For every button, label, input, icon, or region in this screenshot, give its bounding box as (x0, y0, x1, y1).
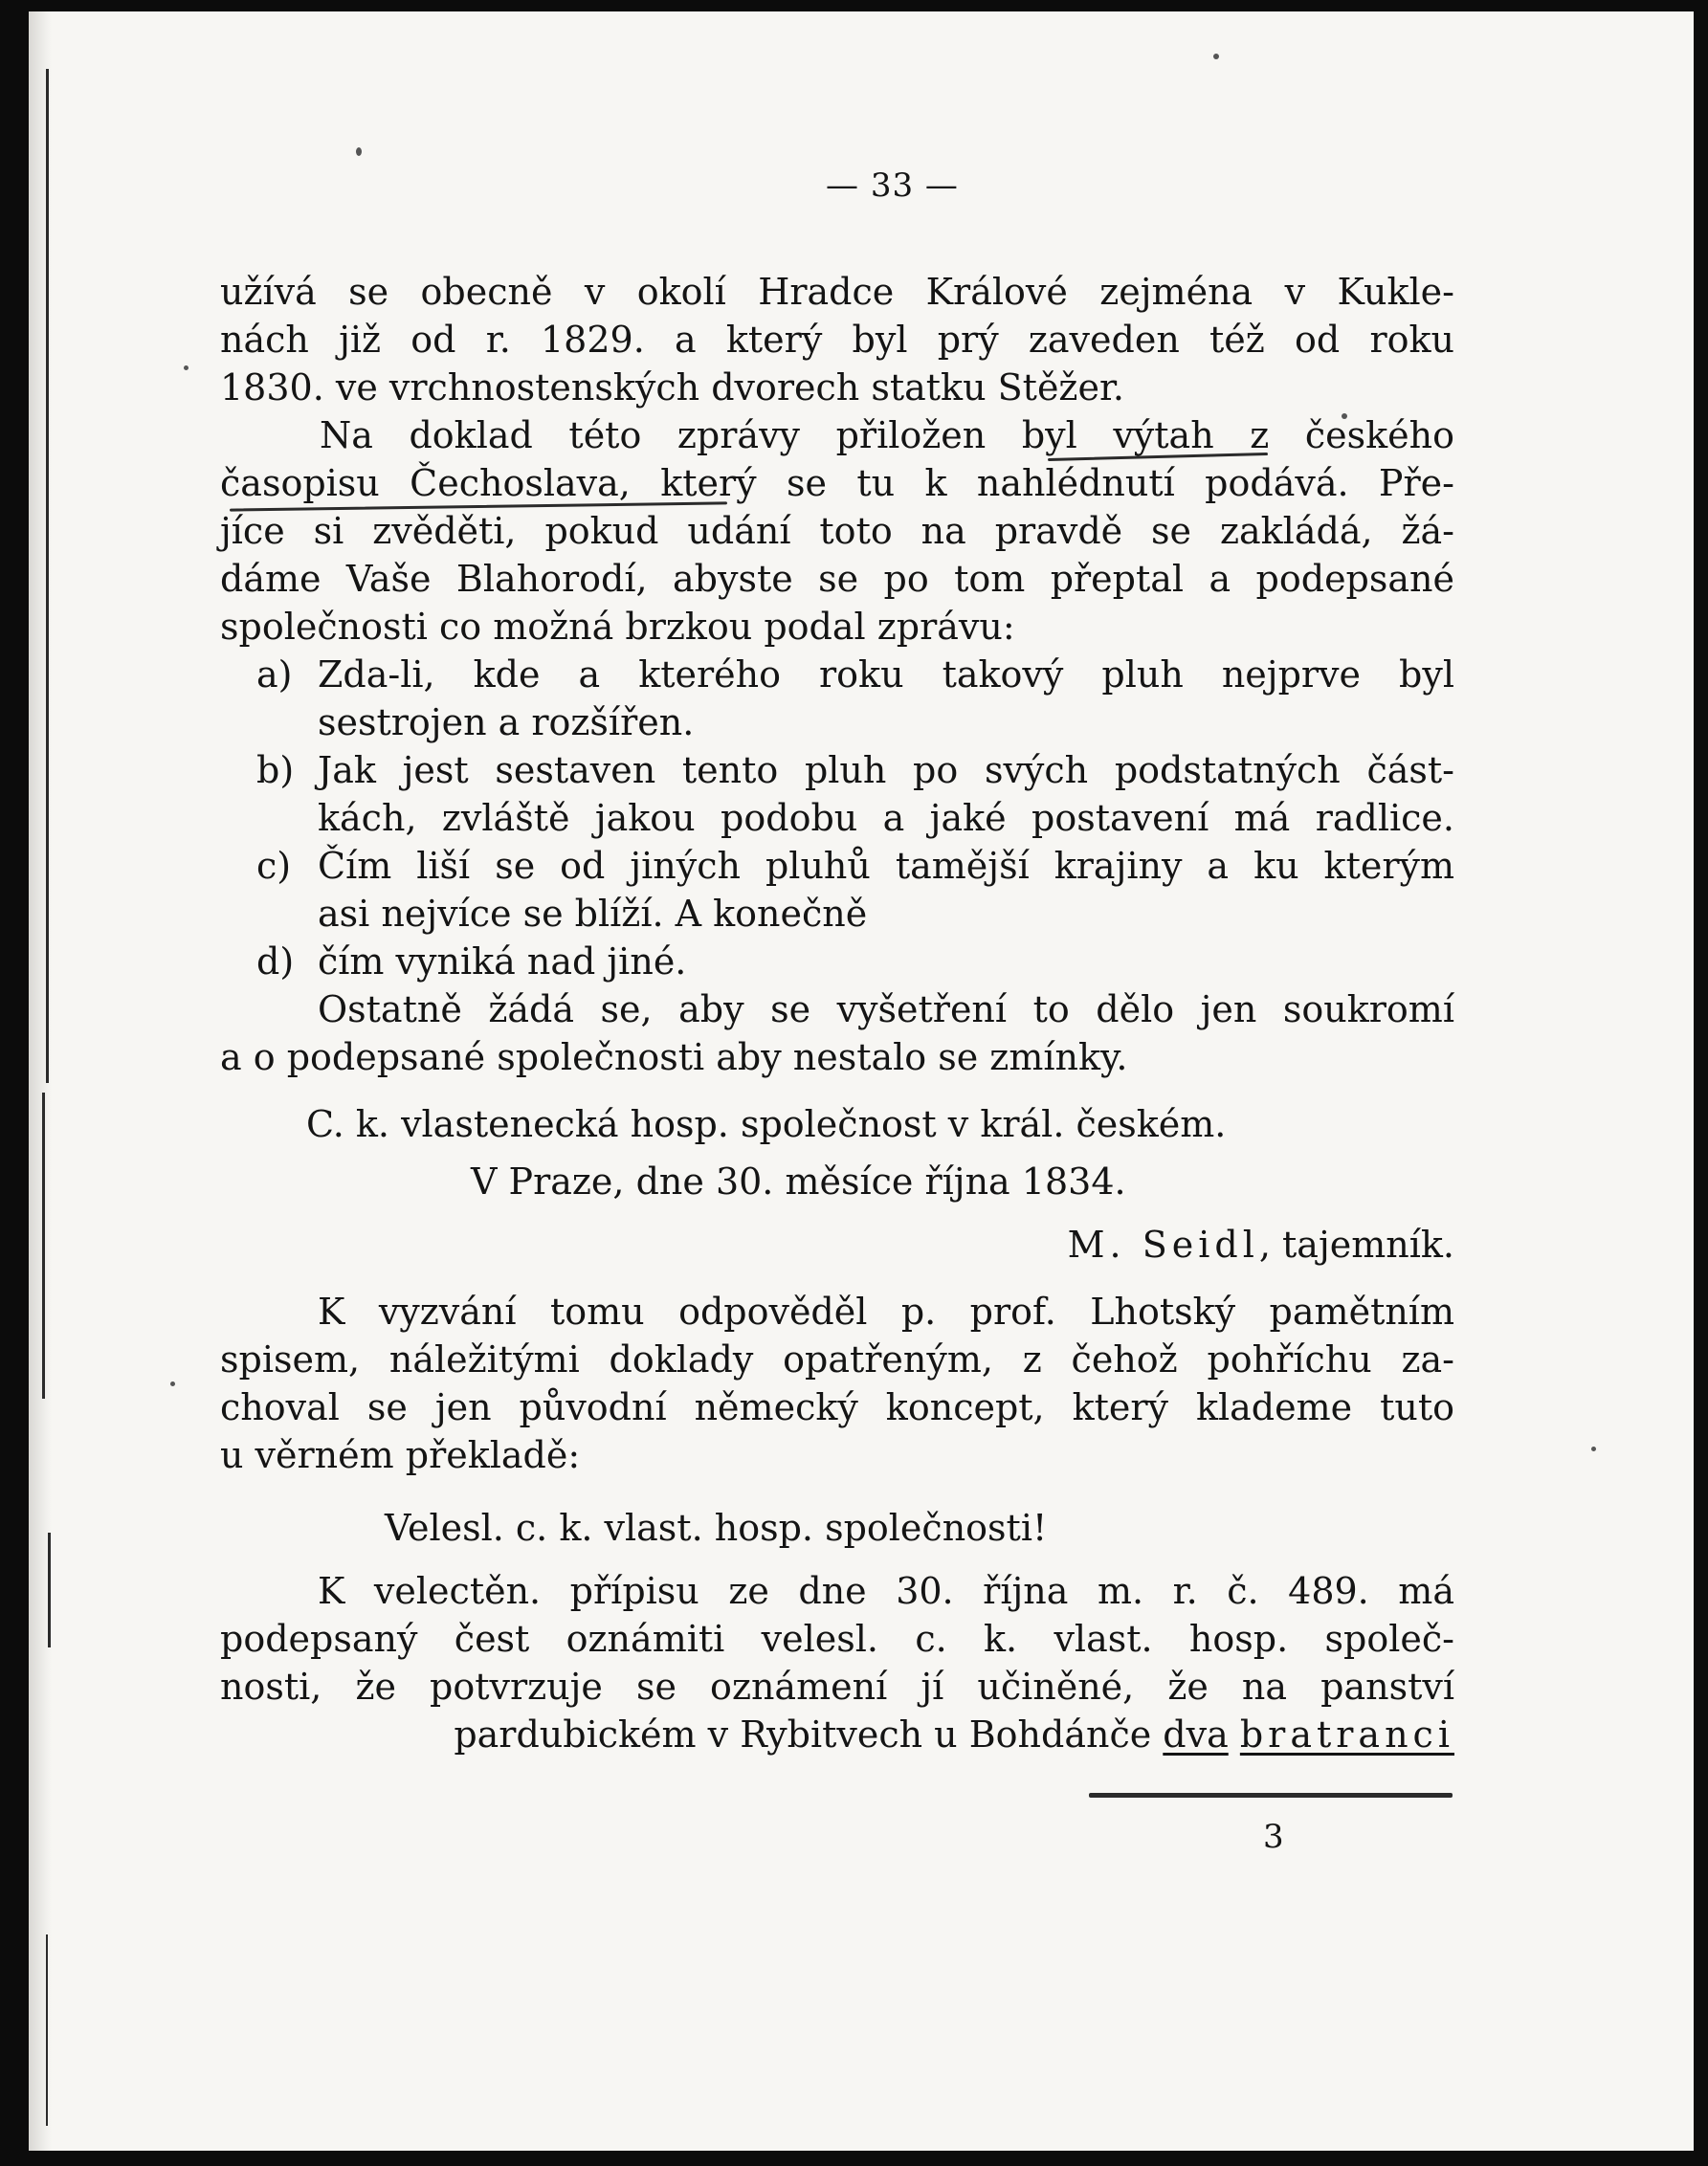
list-item (220, 746, 1454, 842)
list-label: a) (256, 653, 293, 696)
list-item (220, 938, 1454, 985)
binding-line (42, 1093, 45, 1399)
text-line: Na doklad této zprávy přiložen byl výtah z českého (320, 414, 1454, 456)
text-line: užívá se obecně v okolí Hradce Králové zejména v Kukle- (220, 271, 1454, 313)
list-text: asi nejvíce se blíží. A konečně (318, 893, 868, 935)
speck (1591, 1447, 1596, 1451)
list-text: sestrojen a rozšířen. (318, 701, 695, 743)
binding-line (48, 1533, 51, 1647)
binding-line (46, 69, 49, 1083)
text-line: nosti, že potvrzuje se oznámení jí učiněné, že na panství (220, 1666, 1454, 1708)
page-number: — 33 — (826, 166, 959, 205)
list-label: b) (256, 749, 295, 791)
text-line: časopisu Čechoslava, který se tu k nahlédnutí podává. Pře- (220, 462, 1454, 504)
text-line: nách již od r. 1829. a který byl prý zaveden též od roku (220, 319, 1454, 361)
text-line: 1830. ve vrchnostenských dvorech statku Stěžer. (220, 366, 1125, 409)
signature-mark: 3 (1263, 1818, 1284, 1856)
text-line: K velectěn. přípisu ze dne 30. října m. r. č. 489. má (318, 1570, 1454, 1612)
body-text (220, 268, 1454, 1758)
list-label: c) (256, 845, 292, 887)
speck (170, 1381, 175, 1386)
text-line: a o podepsané společnosti aby nestalo se zmínky. (220, 1036, 1128, 1078)
scanned-page (29, 11, 1694, 2151)
text-line: podepsaný čest oznámiti velesl. c. k. vlast. hosp. společ- (220, 1618, 1454, 1660)
spaced-word: bratranci (1239, 1713, 1454, 1756)
speck (184, 365, 189, 370)
text-line: Ostatně žádá se, aby se vyšetření to dělo jen soukromí (318, 988, 1454, 1030)
text-line: pardubickém v Rybitvech u Bohdánče dva bratranci (454, 1713, 1454, 1756)
text-line: dáme Vaše Blahorodí, abyste se po tom přeptal a podepsané (220, 558, 1454, 600)
speck (1213, 54, 1219, 59)
list-text: Čím liší se od jiných pluhů tamější krajiny a ku kterým (318, 845, 1454, 887)
list-text: čím vyniká nad jiné. (318, 940, 687, 983)
signature-org: C. k. vlastenecká hosp. společnost v král. českém. (306, 1103, 1227, 1145)
list-text: Jak jest sestaven tento pluh po svých podstatných část- (318, 749, 1454, 791)
speck (356, 147, 362, 156)
signature-date: V Praze, dne 30. měsíce října 1834. (471, 1160, 1126, 1203)
text-line: K vyzvání tomu odpověděl p. prof. Lhotský pamětním (318, 1291, 1454, 1333)
text-line: společnosti co možná brzkou podal zprávu: (220, 606, 1015, 648)
text-line: choval se jen původní německý koncept, který klademe tuto (220, 1386, 1454, 1428)
list-item (220, 842, 1454, 938)
salutation: Velesl. c. k. vlast. hosp. společnosti! (385, 1507, 1048, 1549)
list-item (220, 651, 1454, 746)
text-line: jíce si zvěděti, pokud udání toto na pravdě se zakládá, žá- (220, 510, 1454, 552)
list (220, 651, 1454, 985)
underlined-word: dva (1163, 1713, 1229, 1756)
signature-name: M. Seidl, tajemník. (1067, 1224, 1454, 1266)
list-text: Zda-li, kde a kterého roku takový pluh nejprve byl (318, 653, 1454, 696)
binding-line (46, 1934, 48, 2126)
text-line: u věrném překladě: (220, 1434, 581, 1476)
pencil-mark (1089, 1793, 1453, 1798)
list-label: d) (256, 940, 295, 983)
list-text: kách, zvláště jakou podobu a jaké postavení má radlice. (318, 797, 1454, 839)
text-line: spisem, náležitými doklady opatřeným, z čehož pohříchu za- (220, 1338, 1454, 1381)
